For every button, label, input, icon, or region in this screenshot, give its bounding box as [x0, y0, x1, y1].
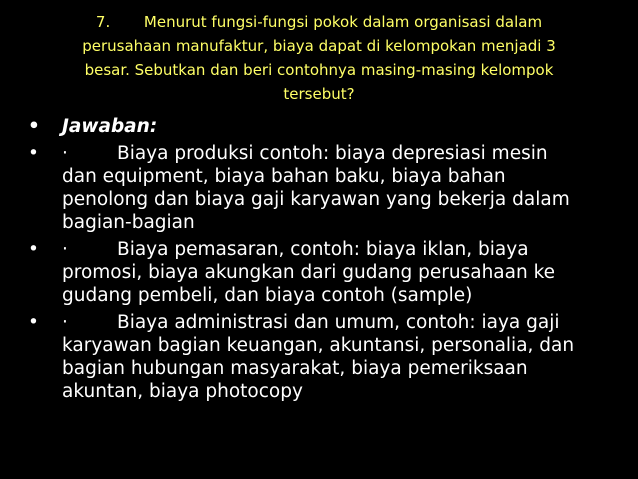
item-marker: ·	[62, 239, 68, 260]
list-item-text: Biaya pemasaran, contoh: biaya iklan, biaya	[117, 239, 529, 260]
answer-heading-item	[28, 115, 628, 138]
list-item-text: promosi, biaya akungkan dari gudang perusahaan ke	[62, 262, 556, 283]
answer-list	[28, 115, 628, 407]
question-text: perusahaan manufaktur, biaya dapat di kelompokan menjadi 3	[82, 37, 556, 55]
list-item-text: Biaya administrasi dan umum, contoh: iaya gaji	[117, 312, 560, 333]
answer-heading: Jawaban:	[62, 116, 158, 137]
item-marker: ·	[62, 143, 68, 164]
list-item-text: karyawan bagian keuangan, akuntansi, personalia, dan	[62, 335, 575, 356]
list-item-line	[62, 311, 628, 334]
list-item-line	[62, 238, 628, 261]
list-item-text: Biaya produksi contoh: biaya depresiasi mesin	[117, 143, 548, 164]
question-text: besar. Sebutkan dan beri contohnya masing-masing kelompok	[84, 61, 554, 79]
bullet-icon: •	[28, 312, 39, 333]
list-item-text: dan equipment, biaya bahan baku, biaya bahan	[62, 166, 506, 187]
question-number: 7.	[95, 13, 111, 31]
list-item-admin-cost	[28, 311, 628, 403]
list-item-line	[62, 142, 628, 165]
question-title	[30, 10, 608, 106]
list-item-text: bagian hubungan masyarakat, biaya pemeriksaan	[62, 358, 528, 379]
item-marker: ·	[62, 312, 68, 333]
list-item-text: bagian-bagian	[62, 212, 195, 233]
list-item-production-cost	[28, 142, 628, 234]
question-text: Menurut fungsi-fungsi pokok dalam organisasi dalam	[143, 13, 543, 31]
question-line-1	[30, 10, 608, 34]
bullet-icon: •	[28, 116, 40, 137]
question-text: tersebut?	[283, 85, 355, 103]
list-item-text: gudang pembeli, dan biaya contoh (sample)	[62, 285, 473, 306]
bullet-icon: •	[28, 143, 39, 164]
bullet-icon: •	[28, 239, 39, 260]
list-item-text: akuntan, biaya photocopy	[62, 381, 303, 402]
list-item-marketing-cost	[28, 238, 628, 307]
list-item-text: penolong dan biaya gaji karyawan yang bekerja dalam	[62, 189, 570, 210]
